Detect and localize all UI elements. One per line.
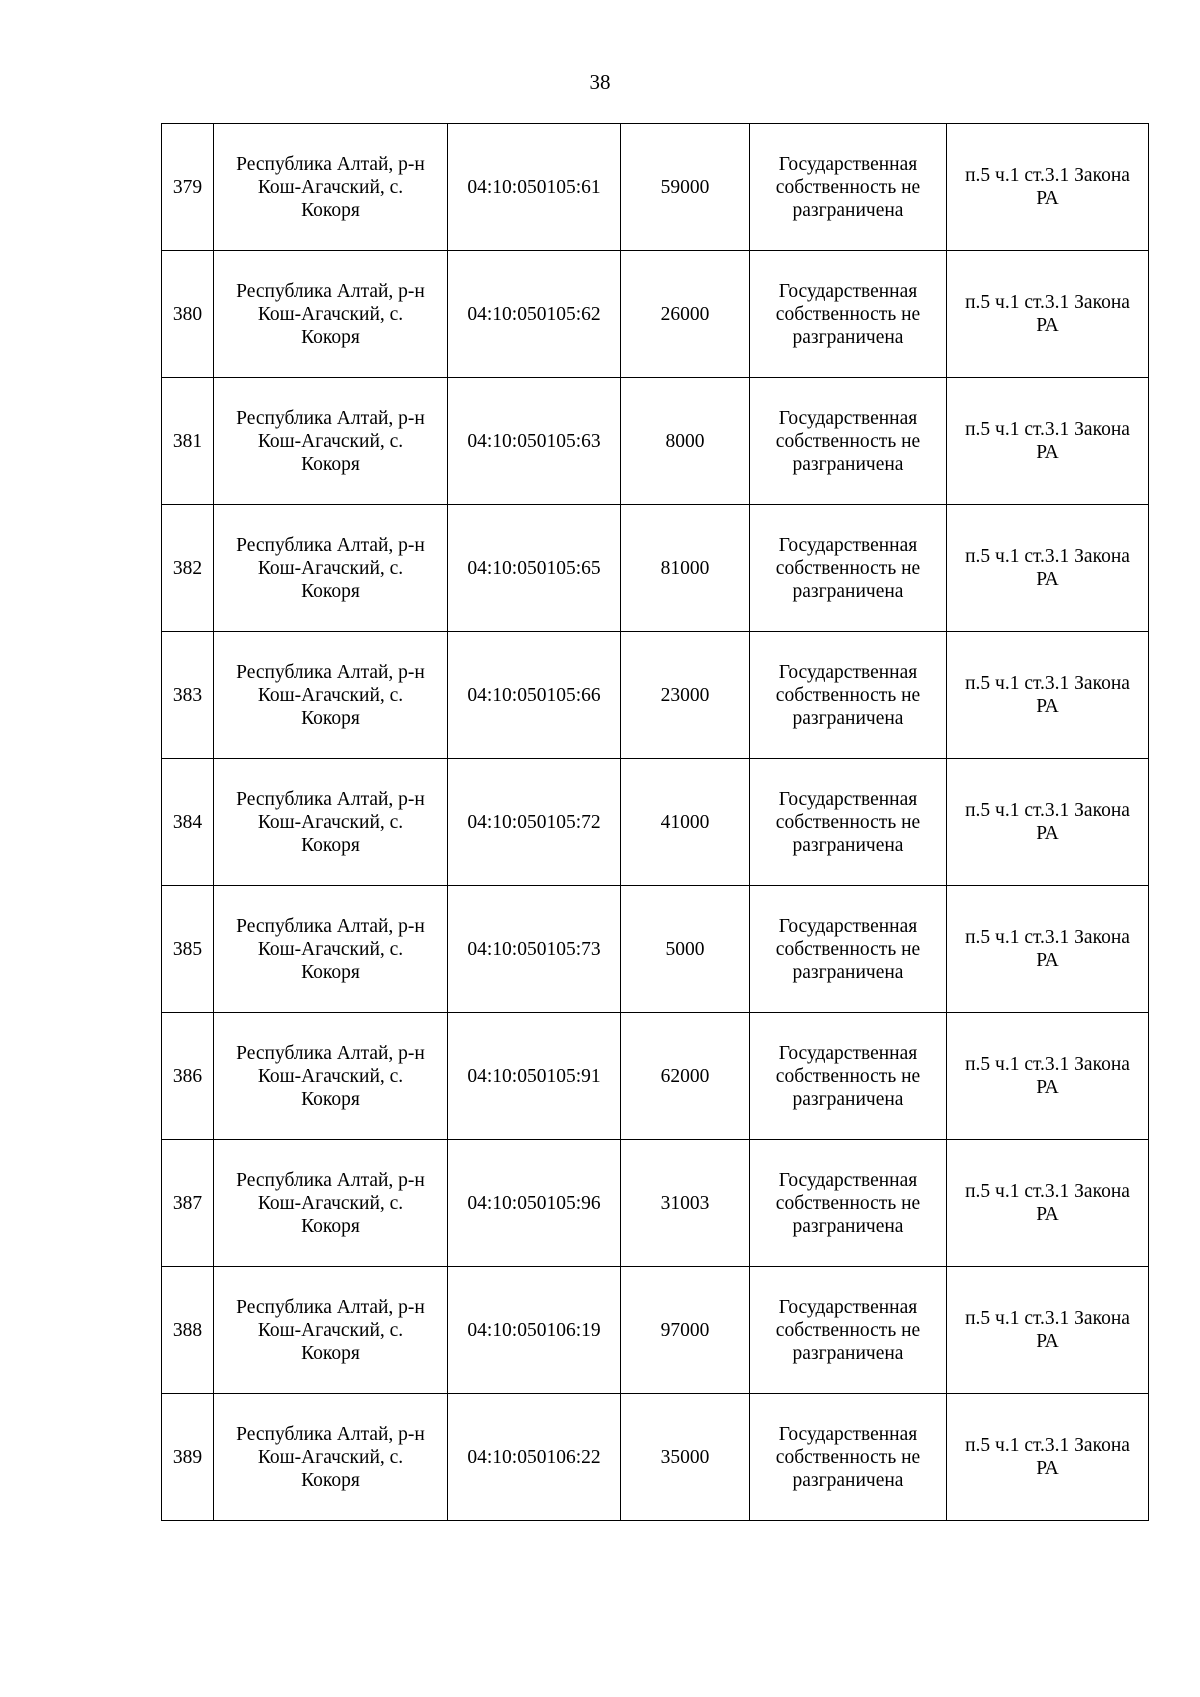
address-line: Кош-Агачский, с. bbox=[257, 430, 404, 452]
address-line: Кош-Агачский, с. bbox=[257, 1065, 404, 1087]
area-cell: 5000 bbox=[621, 886, 750, 1013]
basis-line: РА bbox=[1036, 315, 1059, 336]
ownership-line: разграничена bbox=[792, 580, 904, 602]
legal-basis-cell bbox=[947, 251, 1149, 378]
area-cell: 23000 bbox=[621, 632, 750, 759]
address-line: Республика Алтай, р-н bbox=[236, 534, 425, 556]
address-cell bbox=[214, 1013, 448, 1140]
address-cell bbox=[214, 124, 448, 251]
address-line: Кош-Агачский, с. bbox=[257, 811, 404, 833]
address-line: Республика Алтай, р-н bbox=[236, 1296, 425, 1318]
cadastral-number-cell: 04:10:050105:72 bbox=[448, 759, 621, 886]
ownership-line: собственность не bbox=[775, 430, 921, 452]
ownership-line: Государственная bbox=[778, 1423, 918, 1445]
area-cell: 97000 bbox=[621, 1267, 750, 1394]
ownership-line: собственность не bbox=[775, 1319, 921, 1341]
address-line: Республика Алтай, р-н bbox=[236, 407, 425, 429]
table-row bbox=[162, 632, 1149, 759]
area-cell: 59000 bbox=[621, 124, 750, 251]
table-row bbox=[162, 1013, 1149, 1140]
table-row bbox=[162, 124, 1149, 251]
ownership-line: собственность не bbox=[775, 176, 921, 198]
ownership-cell bbox=[750, 124, 947, 251]
cadastral-number-cell: 04:10:050105:66 bbox=[448, 632, 621, 759]
ownership-line: Государственная bbox=[778, 788, 918, 810]
table-row bbox=[162, 505, 1149, 632]
address-line: Кош-Агачский, с. bbox=[257, 1319, 404, 1341]
ownership-line: собственность не bbox=[775, 303, 921, 325]
area-cell: 62000 bbox=[621, 1013, 750, 1140]
ownership-cell bbox=[750, 1140, 947, 1267]
cadastral-number-cell: 04:10:050105:73 bbox=[448, 886, 621, 1013]
address-cell bbox=[214, 378, 448, 505]
basis-line: РА bbox=[1036, 1077, 1059, 1098]
ownership-line: разграничена bbox=[792, 326, 904, 348]
row-number-cell: 383 bbox=[162, 632, 214, 759]
address-line: Республика Алтай, р-н bbox=[236, 153, 425, 175]
table-row bbox=[162, 1394, 1149, 1521]
table-body bbox=[162, 124, 1149, 1521]
basis-line: п.5 ч.1 ст.3.1 Закона bbox=[965, 1181, 1130, 1202]
ownership-cell bbox=[750, 632, 947, 759]
row-number-cell: 386 bbox=[162, 1013, 214, 1140]
basis-line: п.5 ч.1 ст.3.1 Закона bbox=[965, 800, 1130, 821]
area-cell: 8000 bbox=[621, 378, 750, 505]
basis-line: РА bbox=[1036, 1204, 1059, 1225]
address-cell bbox=[214, 251, 448, 378]
legal-basis-cell bbox=[947, 632, 1149, 759]
address-line: Республика Алтай, р-н bbox=[236, 280, 425, 302]
ownership-cell bbox=[750, 1267, 947, 1394]
address-line: Кокоря bbox=[301, 580, 360, 602]
row-number-cell: 387 bbox=[162, 1140, 214, 1267]
legal-basis-cell bbox=[947, 505, 1149, 632]
address-cell bbox=[214, 1140, 448, 1267]
ownership-cell bbox=[750, 759, 947, 886]
address-line: Кокоря bbox=[301, 1088, 360, 1110]
address-line: Кокоря bbox=[301, 961, 360, 983]
basis-line: п.5 ч.1 ст.3.1 Закона bbox=[965, 1054, 1130, 1075]
area-cell: 35000 bbox=[621, 1394, 750, 1521]
address-line: Кокоря bbox=[301, 1469, 360, 1491]
row-number-cell: 388 bbox=[162, 1267, 214, 1394]
ownership-line: Государственная bbox=[778, 1169, 918, 1191]
basis-line: п.5 ч.1 ст.3.1 Закона bbox=[965, 1308, 1130, 1329]
ownership-line: собственность не bbox=[775, 1065, 921, 1087]
cadastral-number-cell: 04:10:050105:61 bbox=[448, 124, 621, 251]
ownership-cell bbox=[750, 1394, 947, 1521]
legal-basis-cell bbox=[947, 1140, 1149, 1267]
legal-basis-cell bbox=[947, 1013, 1149, 1140]
ownership-line: разграничена bbox=[792, 961, 904, 983]
address-cell bbox=[214, 1267, 448, 1394]
address-line: Кокоря bbox=[301, 199, 360, 221]
ownership-line: собственность не bbox=[775, 1192, 921, 1214]
table-row bbox=[162, 886, 1149, 1013]
basis-line: РА bbox=[1036, 696, 1059, 717]
row-number-cell: 379 bbox=[162, 124, 214, 251]
ownership-line: Государственная bbox=[778, 407, 918, 429]
legal-basis-cell bbox=[947, 1394, 1149, 1521]
ownership-line: Государственная bbox=[778, 1296, 918, 1318]
cadastral-number-cell: 04:10:050106:22 bbox=[448, 1394, 621, 1521]
cadastral-number-cell: 04:10:050106:19 bbox=[448, 1267, 621, 1394]
table-row bbox=[162, 759, 1149, 886]
basis-line: РА bbox=[1036, 950, 1059, 971]
basis-line: п.5 ч.1 ст.3.1 Закона bbox=[965, 673, 1130, 694]
area-cell: 31003 bbox=[621, 1140, 750, 1267]
cadastral-number-cell: 04:10:050105:63 bbox=[448, 378, 621, 505]
ownership-line: Государственная bbox=[778, 534, 918, 556]
ownership-line: собственность не bbox=[775, 1446, 921, 1468]
ownership-line: Государственная bbox=[778, 1042, 918, 1064]
basis-line: РА bbox=[1036, 442, 1059, 463]
basis-line: РА bbox=[1036, 569, 1059, 590]
ownership-line: разграничена bbox=[792, 1469, 904, 1491]
address-line: Кош-Агачский, с. bbox=[257, 176, 404, 198]
address-line: Республика Алтай, р-н bbox=[236, 788, 425, 810]
address-line: Кош-Агачский, с. bbox=[257, 1446, 404, 1468]
table-row bbox=[162, 1140, 1149, 1267]
ownership-line: разграничена bbox=[792, 1088, 904, 1110]
ownership-line: разграничена bbox=[792, 453, 904, 475]
address-line: Республика Алтай, р-н bbox=[236, 1423, 425, 1445]
address-line: Кокоря bbox=[301, 1342, 360, 1364]
address-line: Кош-Агачский, с. bbox=[257, 1192, 404, 1214]
ownership-line: разграничена bbox=[792, 199, 904, 221]
address-cell bbox=[214, 505, 448, 632]
basis-line: п.5 ч.1 ст.3.1 Закона bbox=[965, 546, 1130, 567]
row-number-cell: 389 bbox=[162, 1394, 214, 1521]
row-number-cell: 381 bbox=[162, 378, 214, 505]
address-line: Республика Алтай, р-н bbox=[236, 1042, 425, 1064]
ownership-line: Государственная bbox=[778, 153, 918, 175]
address-cell bbox=[214, 632, 448, 759]
basis-line: п.5 ч.1 ст.3.1 Закона bbox=[965, 927, 1130, 948]
table-row bbox=[162, 251, 1149, 378]
ownership-cell bbox=[750, 505, 947, 632]
ownership-line: собственность не bbox=[775, 684, 921, 706]
ownership-line: разграничена bbox=[792, 1215, 904, 1237]
area-cell: 81000 bbox=[621, 505, 750, 632]
ownership-line: разграничена bbox=[792, 707, 904, 729]
address-line: Кош-Агачский, с. bbox=[257, 303, 404, 325]
ownership-line: собственность не bbox=[775, 938, 921, 960]
row-number-cell: 380 bbox=[162, 251, 214, 378]
row-number-cell: 382 bbox=[162, 505, 214, 632]
page-number: 38 bbox=[589, 70, 611, 94]
cadastral-number-cell: 04:10:050105:96 bbox=[448, 1140, 621, 1267]
legal-basis-cell bbox=[947, 1267, 1149, 1394]
address-line: Кокоря bbox=[301, 326, 360, 348]
address-cell bbox=[214, 759, 448, 886]
ownership-cell bbox=[750, 886, 947, 1013]
ownership-line: собственность не bbox=[775, 557, 921, 579]
legal-basis-cell bbox=[947, 124, 1149, 251]
ownership-line: Государственная bbox=[778, 915, 918, 937]
cadastral-number-cell: 04:10:050105:62 bbox=[448, 251, 621, 378]
address-cell bbox=[214, 886, 448, 1013]
address-line: Республика Алтай, р-н bbox=[236, 661, 425, 683]
legal-basis-cell bbox=[947, 886, 1149, 1013]
row-number-cell: 384 bbox=[162, 759, 214, 886]
ownership-line: разграничена bbox=[792, 1342, 904, 1364]
cadastral-number-cell: 04:10:050105:65 bbox=[448, 505, 621, 632]
area-cell: 26000 bbox=[621, 251, 750, 378]
address-line: Республика Алтай, р-н bbox=[236, 1169, 425, 1191]
legal-basis-cell bbox=[947, 378, 1149, 505]
basis-line: п.5 ч.1 ст.3.1 Закона bbox=[965, 1435, 1130, 1456]
ownership-cell bbox=[750, 378, 947, 505]
ownership-cell bbox=[750, 1013, 947, 1140]
ownership-line: Государственная bbox=[778, 661, 918, 683]
table-row bbox=[162, 378, 1149, 505]
address-line: Республика Алтай, р-н bbox=[236, 915, 425, 937]
address-line: Кокоря bbox=[301, 1215, 360, 1237]
cadastral-number-cell: 04:10:050105:91 bbox=[448, 1013, 621, 1140]
land-plots-table bbox=[161, 123, 1149, 1521]
area-cell: 41000 bbox=[621, 759, 750, 886]
row-number-cell: 385 bbox=[162, 886, 214, 1013]
basis-line: РА bbox=[1036, 188, 1059, 209]
ownership-line: Государственная bbox=[778, 280, 918, 302]
basis-line: п.5 ч.1 ст.3.1 Закона bbox=[965, 292, 1130, 313]
basis-line: РА bbox=[1036, 823, 1059, 844]
basis-line: РА bbox=[1036, 1331, 1059, 1352]
basis-line: п.5 ч.1 ст.3.1 Закона bbox=[965, 165, 1130, 186]
table-row bbox=[162, 1267, 1149, 1394]
ownership-line: разграничена bbox=[792, 834, 904, 856]
address-line: Кош-Агачский, с. bbox=[257, 557, 404, 579]
ownership-cell bbox=[750, 251, 947, 378]
address-cell bbox=[214, 1394, 448, 1521]
address-line: Кокоря bbox=[301, 707, 360, 729]
address-line: Кокоря bbox=[301, 453, 360, 475]
address-line: Кокоря bbox=[301, 834, 360, 856]
address-line: Кош-Агачский, с. bbox=[257, 938, 404, 960]
basis-line: РА bbox=[1036, 1458, 1059, 1479]
ownership-line: собственность не bbox=[775, 811, 921, 833]
basis-line: п.5 ч.1 ст.3.1 Закона bbox=[965, 419, 1130, 440]
legal-basis-cell bbox=[947, 759, 1149, 886]
address-line: Кош-Агачский, с. bbox=[257, 684, 404, 706]
